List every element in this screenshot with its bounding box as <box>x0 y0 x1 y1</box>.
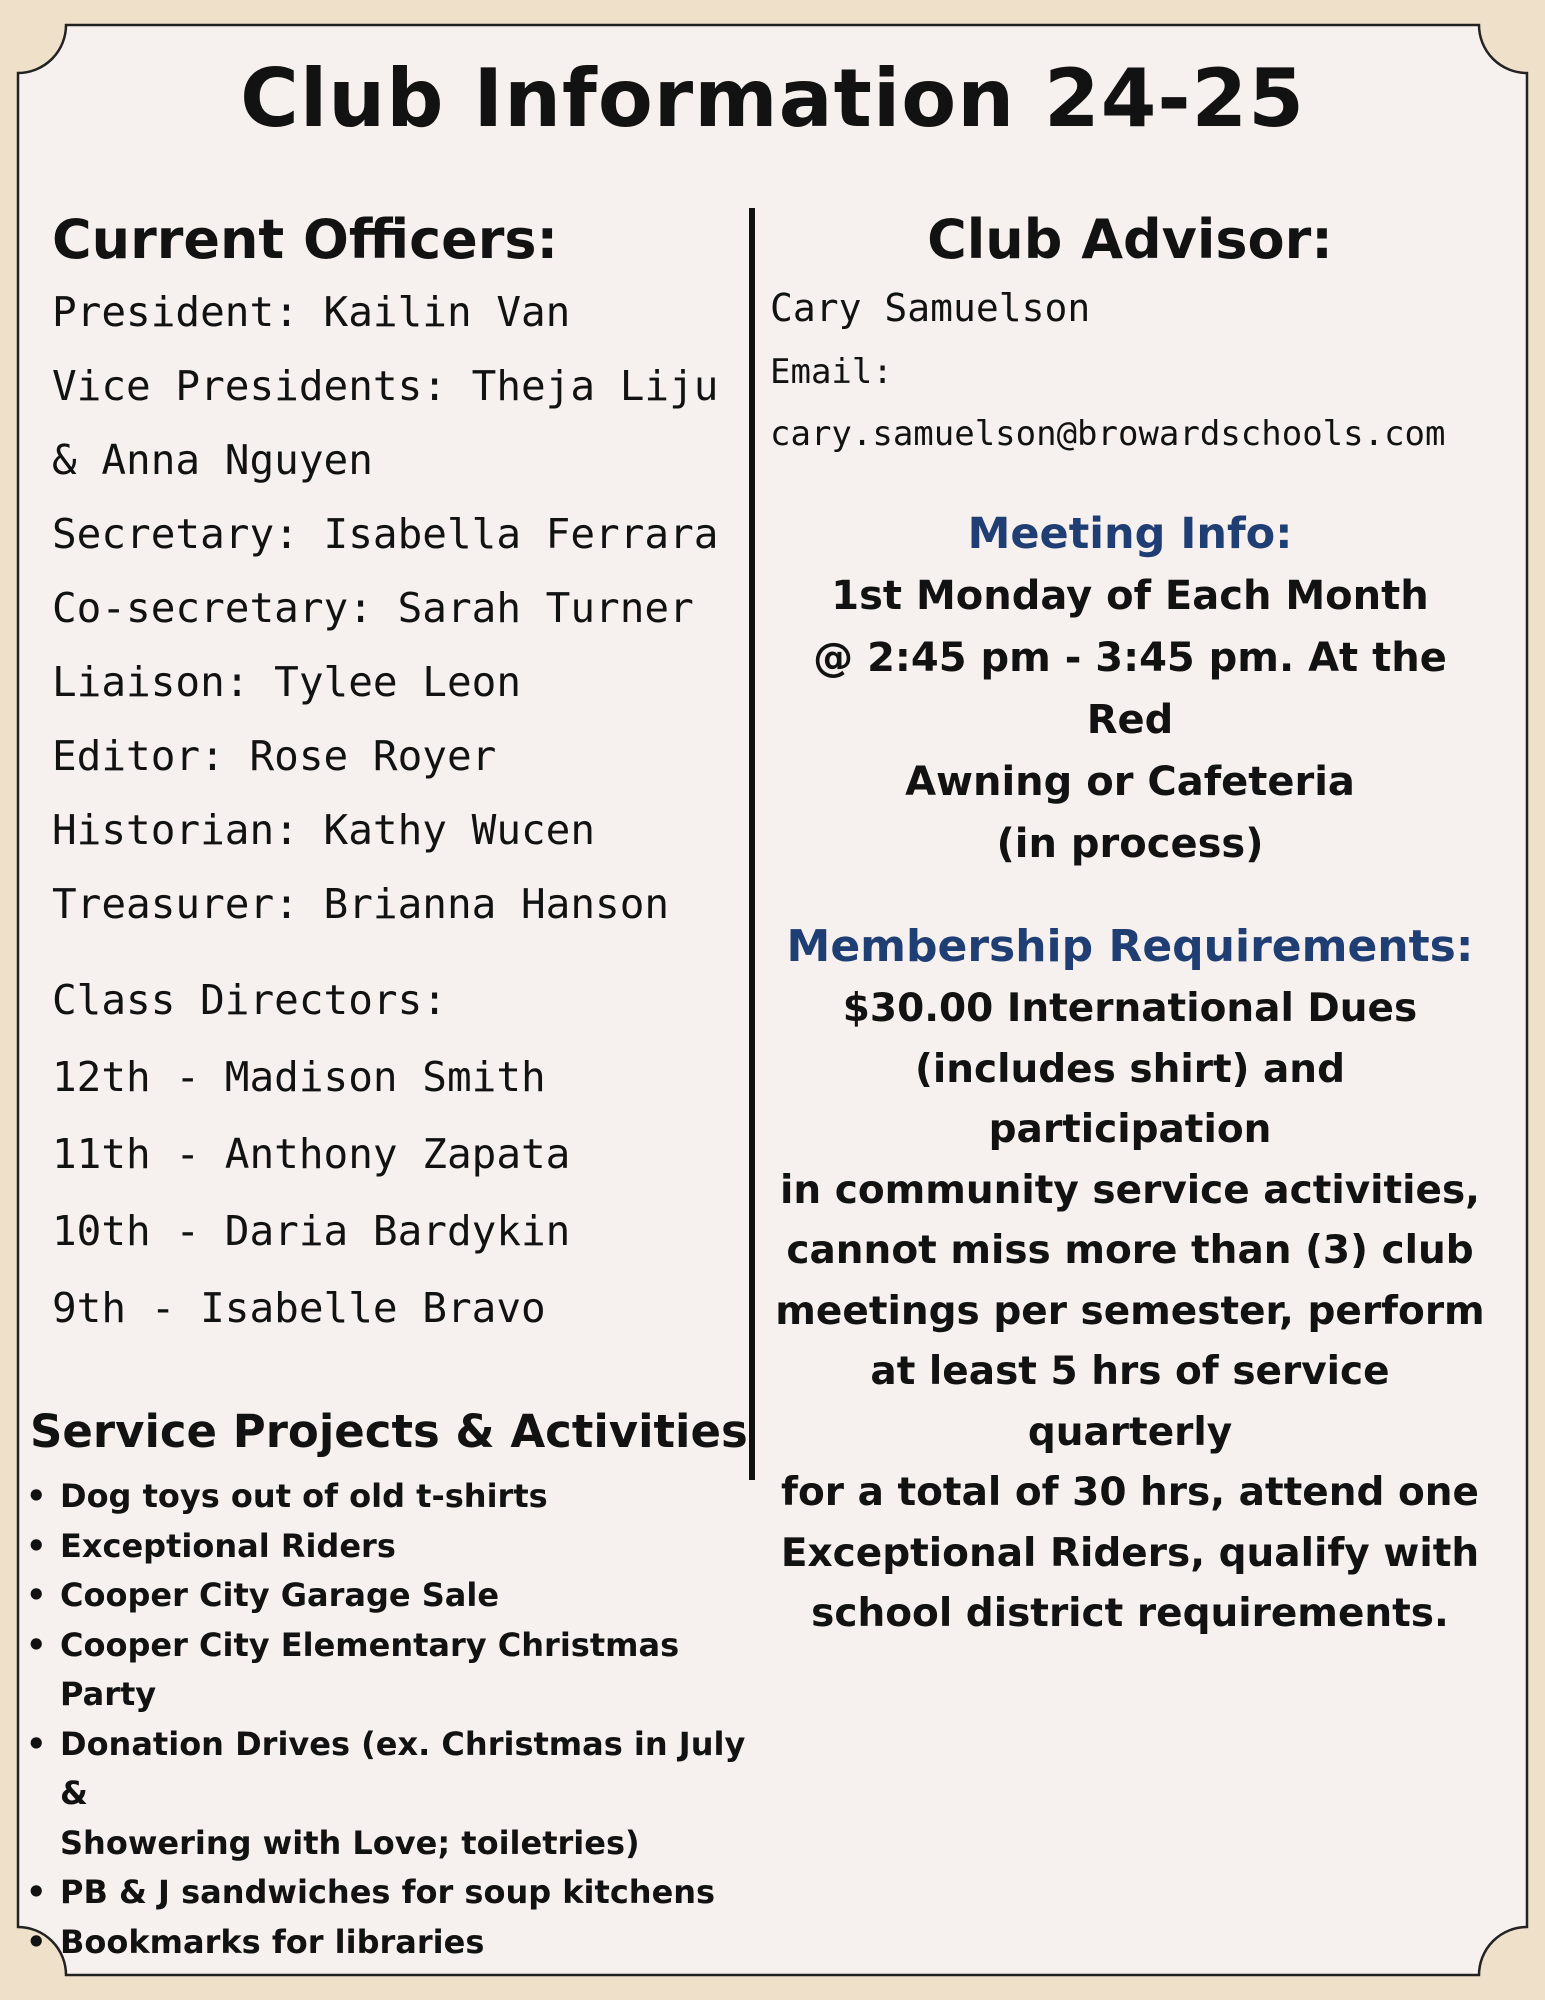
membership-line: in community service activities, <box>779 1167 1480 1213</box>
bullet-icon: • <box>26 1922 47 1961</box>
membership-details <box>770 979 1490 1645</box>
service-item-continued <box>20 1670 760 1720</box>
meeting-details <box>770 565 1490 875</box>
bullet-icon: • <box>26 1526 47 1565</box>
service-item-text: Exceptional Riders <box>60 1526 396 1565</box>
director-line: 9th - Isabelle Bravo <box>52 1284 546 1332</box>
service-heading: Service Projects & Activities <box>30 1405 748 1458</box>
officers-list <box>52 275 732 941</box>
officer-line: Secretary: Isabella Ferrara <box>52 510 719 558</box>
service-item-text: PB & J sandwiches for soup kitchens <box>60 1873 716 1911</box>
officer-line: & Anna Nguyen <box>52 436 373 484</box>
service-item <box>20 1472 760 1522</box>
spacer <box>770 875 1490 915</box>
officer-line: Co-secretary: Sarah Turner <box>52 584 694 632</box>
service-item-text: Cooper City Elementary Christmas <box>60 1625 680 1664</box>
meeting-heading: Meeting Info: <box>967 509 1293 559</box>
service-item-text: Donation Drives (ex. Christmas in July & <box>60 1724 746 1812</box>
membership-line: cannot miss more than (3) club <box>786 1228 1474 1273</box>
service-item-text: Bookmarks for libraries <box>60 1922 485 1961</box>
bullet-icon: • <box>26 1873 47 1911</box>
officer-line: President: Kailin Van <box>52 288 571 336</box>
service-item-text: Cooper City Garage Sale <box>60 1576 500 1614</box>
bullet-icon: • <box>26 1625 47 1664</box>
advisor-email[interactable]: cary.samuelson@browardschools.com <box>770 414 1446 454</box>
officer-line: Vice Presidents: Theja Liju <box>52 362 719 410</box>
service-item <box>20 1918 760 1968</box>
membership-line: at least 5 hrs of service quarterly <box>870 1349 1390 1455</box>
service-item-text: Party <box>60 1675 157 1713</box>
service-item-text: Showering with Love; toiletries) <box>60 1823 640 1862</box>
bullet-icon: • <box>26 1724 47 1763</box>
membership-line: meetings per semester, perform <box>775 1288 1485 1334</box>
director-line: 11th - Anthony Zapata <box>52 1130 571 1178</box>
directors-heading: Class Directors: <box>52 976 447 1024</box>
membership-line: (includes shirt) and participation <box>915 1046 1345 1152</box>
membership-line: school district requirements. <box>811 1591 1449 1636</box>
officer-line: Editor: Rose Royer <box>52 732 497 780</box>
meeting-line: 1st Monday of Each Month <box>831 573 1429 619</box>
officer-line: Liaison: Tylee Leon <box>52 658 521 706</box>
meeting-line: (in process) <box>996 821 1264 867</box>
bullet-icon: • <box>26 1477 47 1515</box>
director-line: 10th - Daria Bardykin <box>52 1207 571 1255</box>
service-item <box>20 1621 760 1671</box>
officer-line: Historian: Kathy Wucen <box>52 806 596 854</box>
service-list <box>20 1472 760 1967</box>
membership-line: Exceptional Riders, qualify with <box>780 1530 1480 1576</box>
meeting-line: @ 2:45 pm - 3:45 pm. At the Red <box>813 635 1447 743</box>
membership-heading: Membership Requirements: <box>786 921 1474 972</box>
meeting-line: Awning or Cafeteria <box>905 759 1355 805</box>
service-item <box>20 1571 760 1621</box>
membership-line: $30.00 International Dues <box>842 986 1418 1031</box>
bullet-icon: • <box>26 1576 47 1614</box>
service-item-text: Dog toys out of old t-shirts <box>60 1477 548 1515</box>
officer-line: Treasurer: Brianna Hanson <box>52 880 670 928</box>
director-line: 12th - Madison Smith <box>52 1053 546 1101</box>
membership-line: for a total of 30 hrs, attend one <box>781 1470 1479 1515</box>
advisor-email-label: Email: <box>770 352 893 392</box>
service-item <box>20 1720 760 1819</box>
right-column <box>770 205 1490 1645</box>
service-item <box>20 1522 760 1572</box>
service-item-continued <box>20 1819 760 1869</box>
advisor-name: Cary Samuelson <box>770 286 1091 330</box>
officers-heading: Current Officers: <box>52 208 559 271</box>
directors-list <box>52 1039 732 1347</box>
spacer <box>770 465 1490 503</box>
service-item <box>20 1868 760 1918</box>
advisor-heading: Club Advisor: <box>927 208 1333 271</box>
column-divider <box>749 208 755 1480</box>
page-title: Club Information 24-25 <box>240 52 1305 145</box>
left-column <box>52 205 732 1347</box>
